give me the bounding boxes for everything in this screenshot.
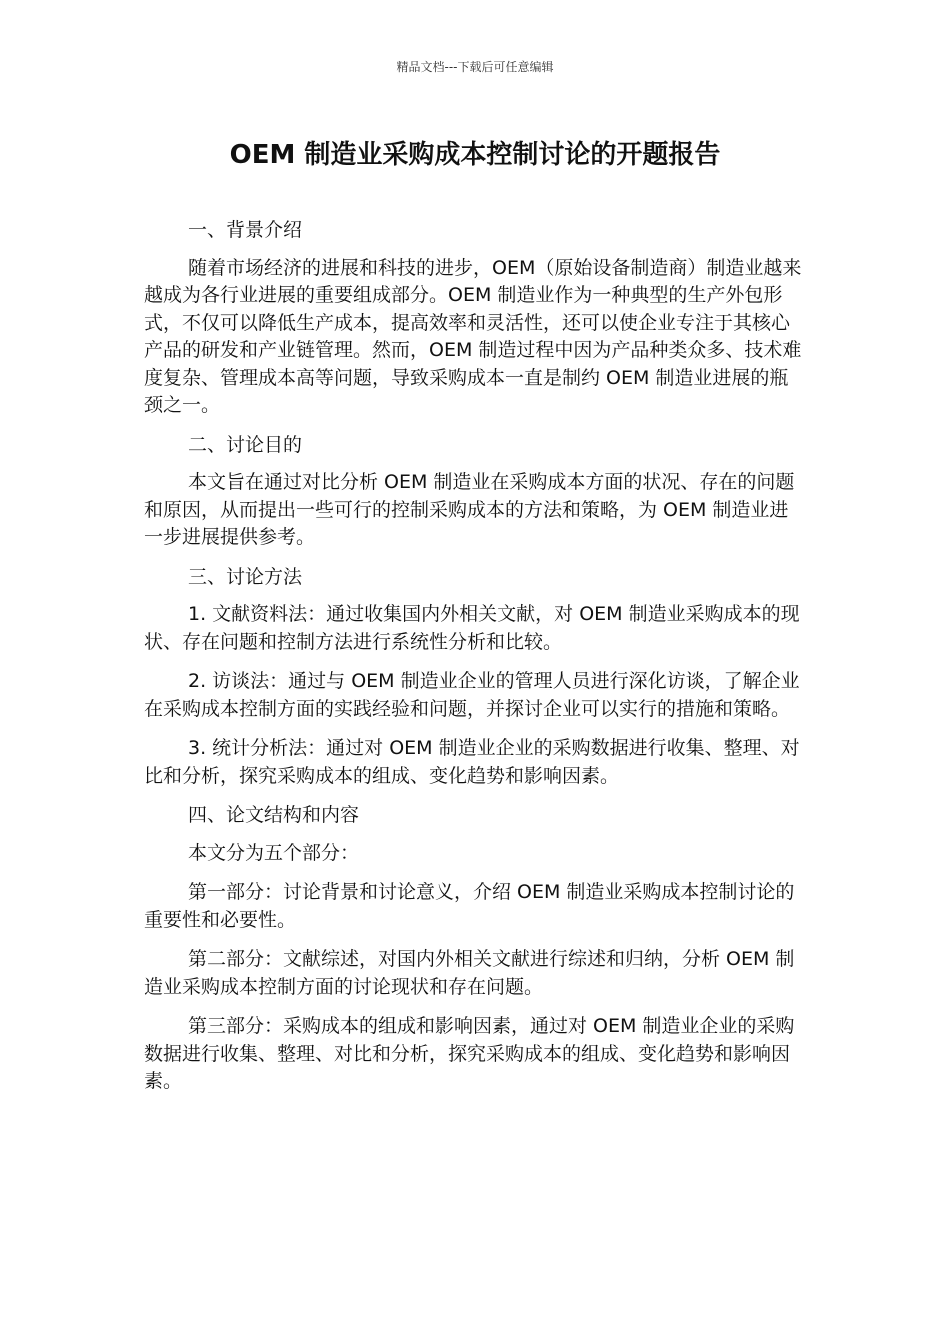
header-note: 精品文档---下载后可任意编辑: [396, 60, 554, 74]
paragraph-part-three: 第三部分：采购成本的组成和影响因素，通过对 OEM 制造业企业的采购数据进行收集、整理、对比和分析，探究采购成本的组成、变化趋势和影响因素。: [144, 1015, 795, 1092]
section-heading-structure: 四、论文结构和内容: [188, 804, 360, 826]
paragraph-part-two: 第二部分：文献综述，对国内外相关文献进行综述和归纳，分析 OEM 制造业采购成本控制方面的讨论现状和存在问题。: [144, 948, 795, 998]
paragraph-part-one: 第一部分：讨论背景和讨论意义，介绍 OEM 制造业采购成本控制讨论的重要性和必要性。: [144, 881, 795, 931]
section-heading-purpose: 二、讨论目的: [188, 433, 303, 456]
section-heading-methods: 三、讨论方法: [188, 565, 303, 588]
section-heading-background: 一、背景介绍: [188, 219, 303, 241]
document-title: OEM 制造业采购成本控制讨论的开题报告: [229, 140, 721, 170]
paragraph-method-interview: 2. 访谈法：通过与 OEM 制造业企业的管理人员进行深化访谈，了解企业在采购成本控制方面的实践经验和问题，并探讨企业可以实行的措施和策略。: [144, 670, 800, 720]
paragraph-purpose: 本文旨在通过对比分析 OEM 制造业在采购成本方面的状况、存在的问题和原因，从而提出一些可行的控制采购成本的方法和策略，为 OEM 制造业进一步进展提供参考。: [144, 471, 795, 548]
paragraph-method-statistics: 3. 统计分析法：通过对 OEM 制造业企业的采购数据进行收集、整理、对比和分析，探究采购成本的组成、变化趋势和影响因素。: [144, 737, 800, 787]
paragraph-structure-intro: 本文分为五个部分：: [188, 841, 360, 864]
paragraph-method-literature: 1. 文献资料法：通过收集国内外相关文献，对 OEM 制造业采购成本的现状、存在问题和控制方法进行系统性分析和比较。: [144, 603, 800, 653]
paragraph-background: 随着市场经济的进展和科技的进步，OEM（原始设备制造商）制造业越来越成为各行业进展的重要组成部分。OEM 制造业作为一种典型的生产外包形式，不仅可以降低生产成本，提高效率和灵活性，还可以使企业专注于其核心产品的研发和产业链管理。然而，OEM 制造过程中因为产品种类众多、技术难度复杂、管理成本高等问题，导致采购成本一直是制约 OEM 制造业进展的瓶颈之一。: [144, 256, 802, 416]
document-body: [144, 217, 806, 1108]
